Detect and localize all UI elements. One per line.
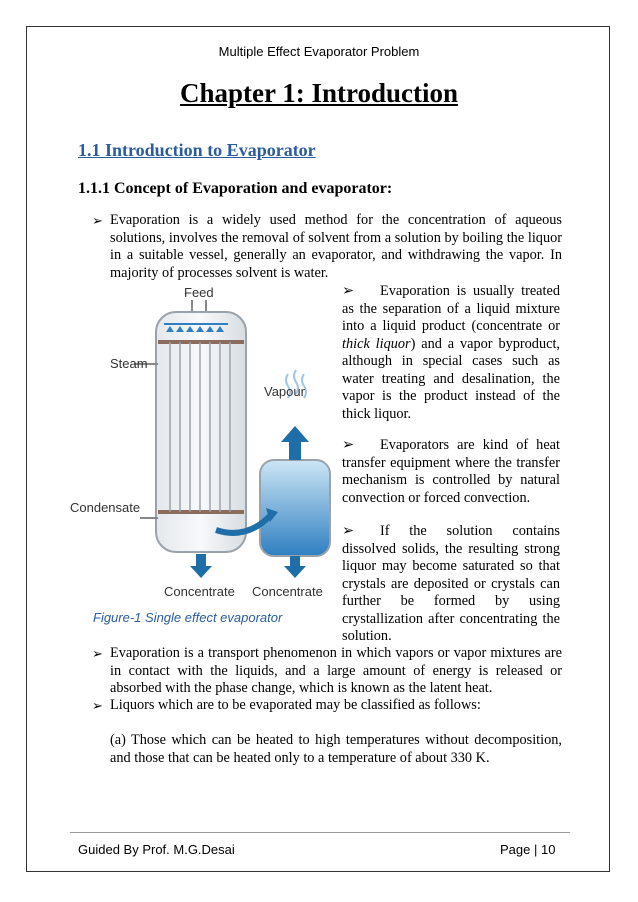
bullet-arrow-icon: ➢	[342, 523, 354, 539]
feed-label: Feed	[184, 285, 214, 300]
bullet-text-tail: ) and a vapor byproduct, although in special cases such as water treating and desalination, the vapor is the product instead of the thick liquor.	[342, 335, 560, 422]
bullet-text: Evaporators are kind of heat transfer equipment where the transfer mechanism is controlled by natural convection or forced convection.	[342, 437, 560, 506]
bullet-arrow-icon: ➢	[342, 283, 354, 299]
bullet-arrow-icon: ➢	[92, 646, 103, 661]
bullet-6	[92, 697, 562, 715]
figure-caption: Figure-1 Single effect evaporator	[93, 610, 283, 625]
bullet-emphasis: thick liquor	[342, 335, 411, 352]
concentrate-right-label: Concentrate	[252, 584, 323, 599]
evaporator-figure	[66, 282, 336, 602]
footer-guide: Guided By Prof. M.G.Desai	[78, 842, 235, 857]
bullet-3	[342, 437, 560, 507]
footer-rule	[70, 832, 570, 833]
concentrate-outlet-left-icon	[196, 554, 206, 568]
bullet-4	[342, 523, 560, 646]
bullet-text: If the solution contains dissolved solids, the resulting strong liquor may become saturated so that crystals are deposited or crystals can further be formed by using crystallization after concentrating the solution.	[342, 523, 560, 644]
chapter-title: Chapter 1: Introduction	[179, 78, 459, 108]
bullet-text: Evaporation is a widely used method for the concentration of aqueous solutions, involves the removal of solvent from a solution by boiling the liquor in a suitable vessel, generally an evaporator, and withdrawing the vapor. In majority of processes solvent is water.	[110, 212, 562, 281]
bullet-text: Evaporation is a transport phenomenon in which vapors or vapor mixtures are in contact with the liquids, and a large amount of energy is released or absorbed with the phase change, which is known as the latent heat.	[110, 645, 562, 696]
bullet-arrow-icon: ➢	[92, 698, 103, 713]
classification-paragraph	[110, 732, 562, 767]
bullet-5	[92, 645, 562, 698]
concentrate-left-label: Concentrate	[164, 584, 235, 599]
vapour-label: Vapour	[264, 384, 305, 399]
bullet-text: Liquors which are to be evaporated may be classified as follows:	[110, 697, 481, 713]
bullet-text: Evaporation is usually treated as the separation of a liquid mixture into a liquid product (concentrate or	[342, 283, 560, 334]
subsection-heading: 1.1.1 Concept of Evaporation and evaporator:	[78, 180, 393, 197]
section-heading: 1.1 Introduction to Evaporator	[78, 140, 316, 160]
footer-page-number: Page | 10	[500, 842, 556, 857]
bullet-2	[342, 283, 560, 423]
paragraph-text: (a) Those which can be heated to high temperatures without decomposition, and those that can be heated only to a temperature of about 330 K.	[110, 732, 562, 766]
running-header: Multiple Effect Evaporator Problem	[218, 44, 420, 59]
steam-label: Steam	[110, 356, 148, 371]
bullet-1	[92, 212, 562, 282]
bullet-arrow-icon: ➢	[342, 437, 354, 453]
condensate-label: Condensate	[70, 500, 141, 515]
bullet-arrow-icon: ➢	[92, 213, 103, 228]
vapour-arrow-icon	[289, 440, 301, 460]
separator-vessel	[260, 460, 330, 556]
